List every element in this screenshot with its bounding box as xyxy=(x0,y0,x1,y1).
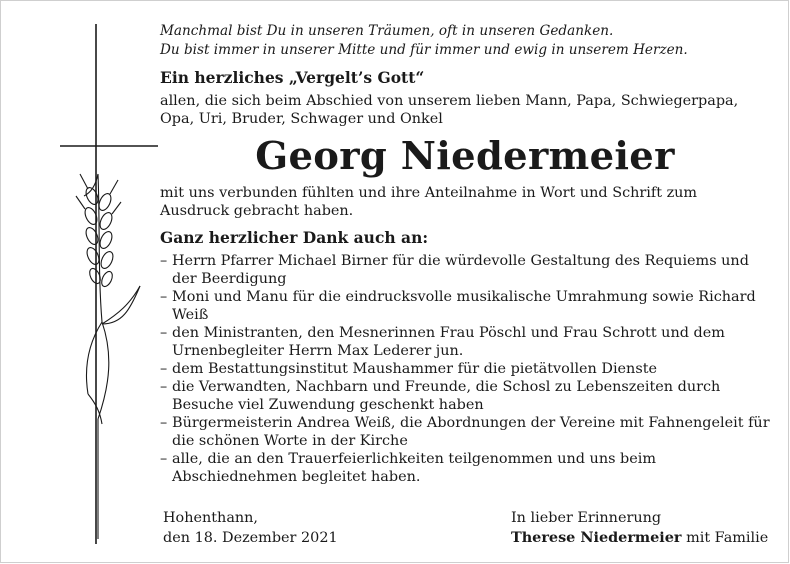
list-dash: – xyxy=(160,289,168,305)
list-dash: – xyxy=(160,325,168,341)
quote-line-1: Manchmal bist Du in unseren Träumen, oft in unseren Gedanken. xyxy=(160,23,614,39)
list-item: – dem Bestattungsinstitut Maushammer für die pietätvollen Dienste xyxy=(160,361,658,377)
list-dash: – xyxy=(160,379,168,395)
list-item: – Bürgermeisterin Andrea Weiß, die Abordnungen der Vereine mit Fahnengeleit für die schönen Worte in der Kirche xyxy=(160,415,770,449)
list-item: – Herrn Pfarrer Michael Birner für die würdevolle Gestaltung des Requiems und der Beerdigung xyxy=(160,253,749,287)
signer-suffix: mit Familie xyxy=(686,530,769,546)
closing-text: In lieber Erinnerung xyxy=(511,510,662,526)
list-dash: – xyxy=(160,253,168,269)
list-item: – alle, die an den Trauerfeierlichkeiten teilgenommen und uns beim Abschiednehmen begleitet haben. xyxy=(160,451,657,485)
place-date xyxy=(163,508,338,548)
list-dash: – xyxy=(160,415,168,431)
main-content xyxy=(160,22,770,486)
list-item: – die Verwandten, Nachbarn und Freunde, die Schosl zu Lebenszeiten durch Besuche viel Zuwendung geschenkt haben xyxy=(160,379,721,413)
thanks-list xyxy=(160,252,770,486)
thanks-heading: Ein herzliches „Vergelt’s Gott“ xyxy=(160,68,425,87)
quote-line-2: Du bist immer in unserer Mitte und für immer und ewig in unserem Herzen. xyxy=(160,42,688,58)
place: Hohenthann, xyxy=(163,510,259,526)
special-thanks-heading: Ganz herzlicher Dank auch an: xyxy=(160,228,429,247)
list-dash: – xyxy=(160,361,168,377)
signature-block xyxy=(511,508,768,548)
signer-line xyxy=(511,528,768,548)
signer-name: Therese Niedermeier xyxy=(511,529,682,546)
wheat-icon xyxy=(76,174,140,539)
list-dash: – xyxy=(160,451,168,467)
deceased-name: Georg Niedermeier xyxy=(255,134,675,179)
after-name-text: mit uns verbunden fühlten und ihre Anteilnahme in Wort und Schrift zum Ausdruck gebracht haben. xyxy=(160,185,698,219)
list-item: – Moni und Manu für die eindrucksvolle musikalische Umrahmung sowie Richard Weiß xyxy=(160,289,756,323)
date: den 18. Dezember 2021 xyxy=(163,530,338,546)
list-item: – den Ministranten, den Mesnerinnen Frau Pöschl und Frau Schrott und dem Urnenbegleiter Herrn Max Lederer jun. xyxy=(160,325,725,359)
intro-text: allen, die sich beim Abschied von unserem lieben Mann, Papa, Schwiegerpapa, Opa, Uri, Bruder, Schwager und Onkel xyxy=(160,93,739,127)
